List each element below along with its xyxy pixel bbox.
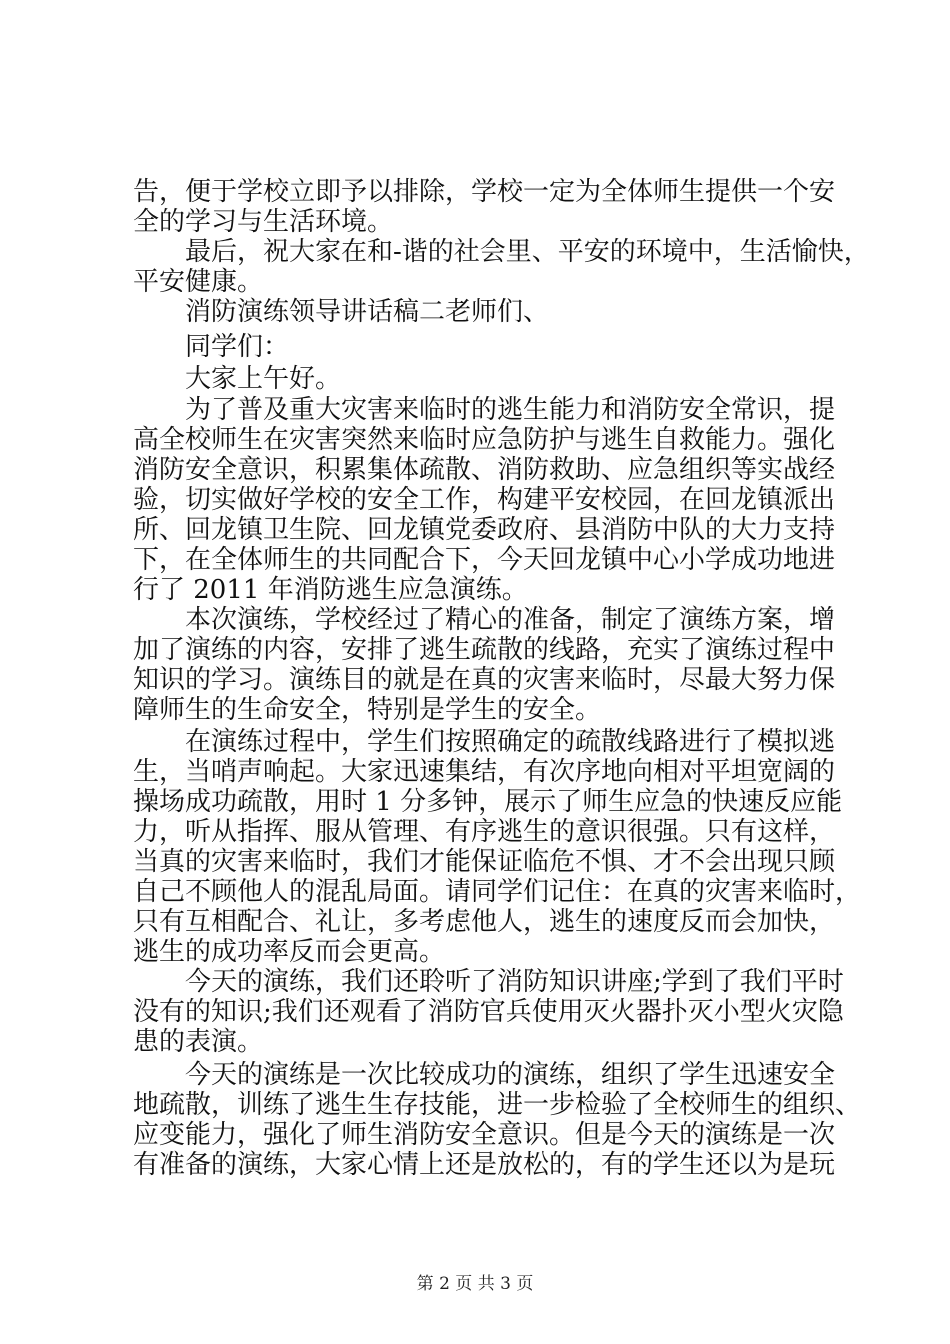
text-line: 所、回龙镇卫生院、回龙镇党委政府、县消防中队的大力支持 [133,515,836,545]
text-line: 行了 2011 年消防逃生应急演练。 [133,575,528,605]
text-line: 操场成功疏散，用时 1 分多钟，展示了师生应急的快速反应能 [133,787,843,817]
text-line: 在演练过程中，学生们按照确定的疏散线路进行了模拟逃 [185,727,836,757]
text-line: 当真的灾害来临时，我们才能保证临危不惧、才不会出现只顾 [133,847,836,877]
text-line: 本次演练，学校经过了精心的准备，制定了演练方案，增 [185,605,836,635]
text-line: 只有互相配合、礼让，多考虑他人，逃生的速度反而会加快， [133,907,836,937]
text-line: 平安健康。 [133,267,264,297]
text-line: 知识的学习。演练目的就是在真的灾害来临时，尽最大努力保 [133,665,836,695]
text-line: 今天的演练是一次比较成功的演练，组织了学生迅速安全 [185,1060,836,1090]
text-line: 全的学习与生活环境。 [133,207,394,237]
text-line: 为了普及重大灾害来临时的逃生能力和消防安全常识，提 [185,395,836,425]
text-line: 今天的演练，我们还聆听了消防知识讲座;学到了我们平时 [185,967,844,997]
text-line: 有准备的演练，大家心情上还是放松的，有的学生还以为是玩 [133,1150,836,1180]
text-line: 加了演练的内容，安排了逃生疏散的线路，充实了演练过程中 [133,635,836,665]
text-line: 逃生的成功率反而会更高。 [133,937,446,967]
text-line: 地疏散，训练了逃生生存技能，进一步检验了全校师生的组织、 [133,1090,862,1120]
text-line: 力，听从指挥、服从管理、有序逃生的意识很强。只有这样， [133,817,836,847]
text-line: 障师生的生命安全，特别是学生的安全。 [133,695,602,725]
text-line: 同学们： [185,332,290,362]
text-line: 生，当哨声响起。大家迅速集结，有次序地向相对平坦宽阔的 [133,757,836,787]
text-line: 自己不顾他人的混乱局面。请同学们记住：在真的灾害来临时， [133,877,862,907]
text-line: 没有的知识;我们还观看了消防官兵使用灭火器扑灭小型火灾隐 [133,997,844,1027]
text-line: 最后，祝大家在和-谐的社会里、平安的环境中，生活愉快， [185,237,870,267]
text-line: 消防演练领导讲话稿二老师们、 [185,297,550,327]
text-line: 应变能力，强化了师生消防安全意识。但是今天的演练是一次 [133,1120,836,1150]
text-line: 下，在全体师生的共同配合下，今天回龙镇中心小学成功地进 [133,545,836,575]
text-line: 患的表演。 [133,1027,264,1057]
text-line: 大家上午好。 [185,364,342,394]
text-line: 告，便于学校立即予以排除，学校一定为全体师生提供一个安 [133,177,836,207]
text-line: 消防安全意识，积累集体疏散、消防救助、应急组织等实战经 [133,455,836,485]
page-footer: 第 2 页 共 3 页 [416,1274,534,1294]
text-line: 验，切实做好学校的安全工作，构建平安校园，在回龙镇派出 [133,485,836,515]
text-line: 高全校师生在灾害突然来临时应急防护与逃生自救能力。强化 [133,425,836,455]
